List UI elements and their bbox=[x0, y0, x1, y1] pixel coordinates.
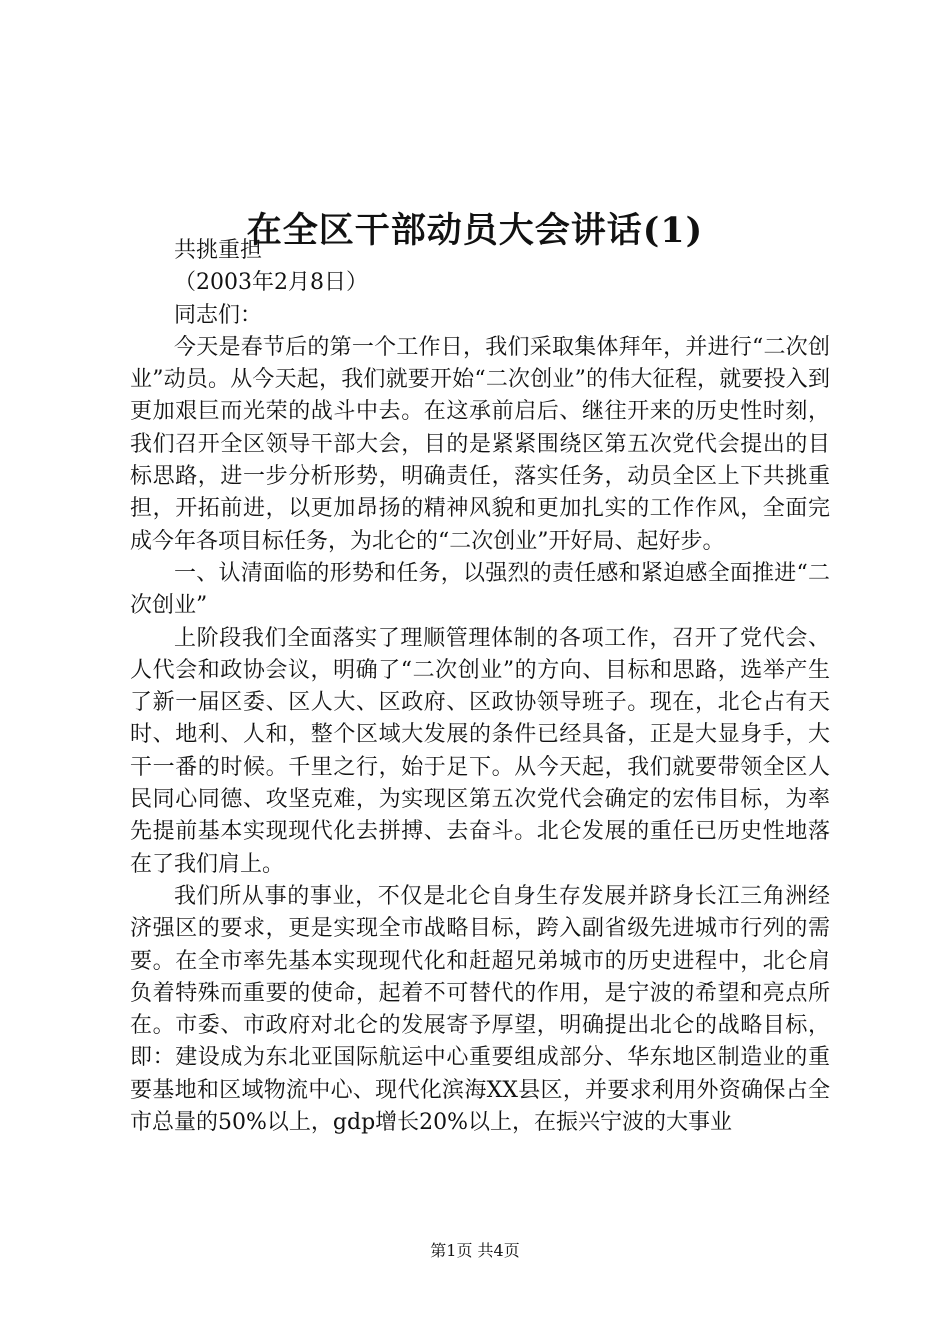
document-body bbox=[130, 235, 830, 1139]
paragraph-previous-stage: 上阶段我们全面落实了理顺管理体制的各项工作，召开了党代会、人代会和政协会议，明确了“二次创业”的方向、目标和思路，选举产生了新一届区委、区人大、区政府、区政协领导班子。现在，北仑占有天时、地利、人和，整个区域大发展的条件已经具备，正是大显身手，大干一番的时候。千里之行，始于足下。从今天起，我们就要带领全区人民同心同德、攻坚克难，为实现区第五次党代会确定的宏伟目标，为率先提前基本实现现代化去拼搏、去奋斗。北仑发展的重任已历史性地落在了我们肩上。 bbox=[130, 625, 830, 877]
speech-date: （2003年2月8日） bbox=[174, 270, 368, 296]
page-number-footer: 第1页 共4页 bbox=[430, 1241, 520, 1260]
salutation: 同志们： bbox=[174, 302, 263, 328]
speech-subtitle: 共挑重担 bbox=[174, 238, 263, 263]
document-title: 在全区干部动员大会讲话(1) bbox=[246, 210, 704, 252]
paragraph-our-cause: 我们所从事的事业，不仅是北仑自身生存发展并跻身长江三角洲经济强区的要求，更是实现全市战略目标，跨入副省级先进城市行列的需要。在全市率先基本实现现代化和赶超兄弟城市的历史进程中，北仑肩负着特殊而重要的使命，起着不可替代的作用，是宁波的希望和亮点所在。市委、市政府对北仑的发展寄予厚望，明确提出北仑的战略目标，即：建设成为东北亚国际航运中心重要组成部分、华东地区制造业的重要基地和区域物流中心、现代化滨海XX县区，并要求利用外资确保占全市总量的50%以上，gdp增长20%以上，在振兴宁波的大事业 bbox=[130, 883, 830, 1136]
section-heading-1: 一、认清面临的形势和任务，以强烈的责任感和紧迫感全面推进“二次创业” bbox=[130, 560, 830, 619]
paragraph-opening: 今天是春节后的第一个工作日，我们采取集体拜年，并进行“二次创业”动员。从今天起，我们就要开始“二次创业”的伟大征程，就要投入到更加艰巨而光荣的战斗中去。在这承前启后、继往开来的历史性时刻，我们召开全区领导干部大会，目的是紧紧围绕区第五次党代会提出的目标思路，进一步分析形势，明确责任，落实任务，动员全区上下共挑重担，开拓前进，以更加昂扬的精神风貌和更加扎实的工作作风，全面完成今年各项目标任务，为北仑的“二次创业”开好局、起好步。 bbox=[130, 334, 830, 554]
